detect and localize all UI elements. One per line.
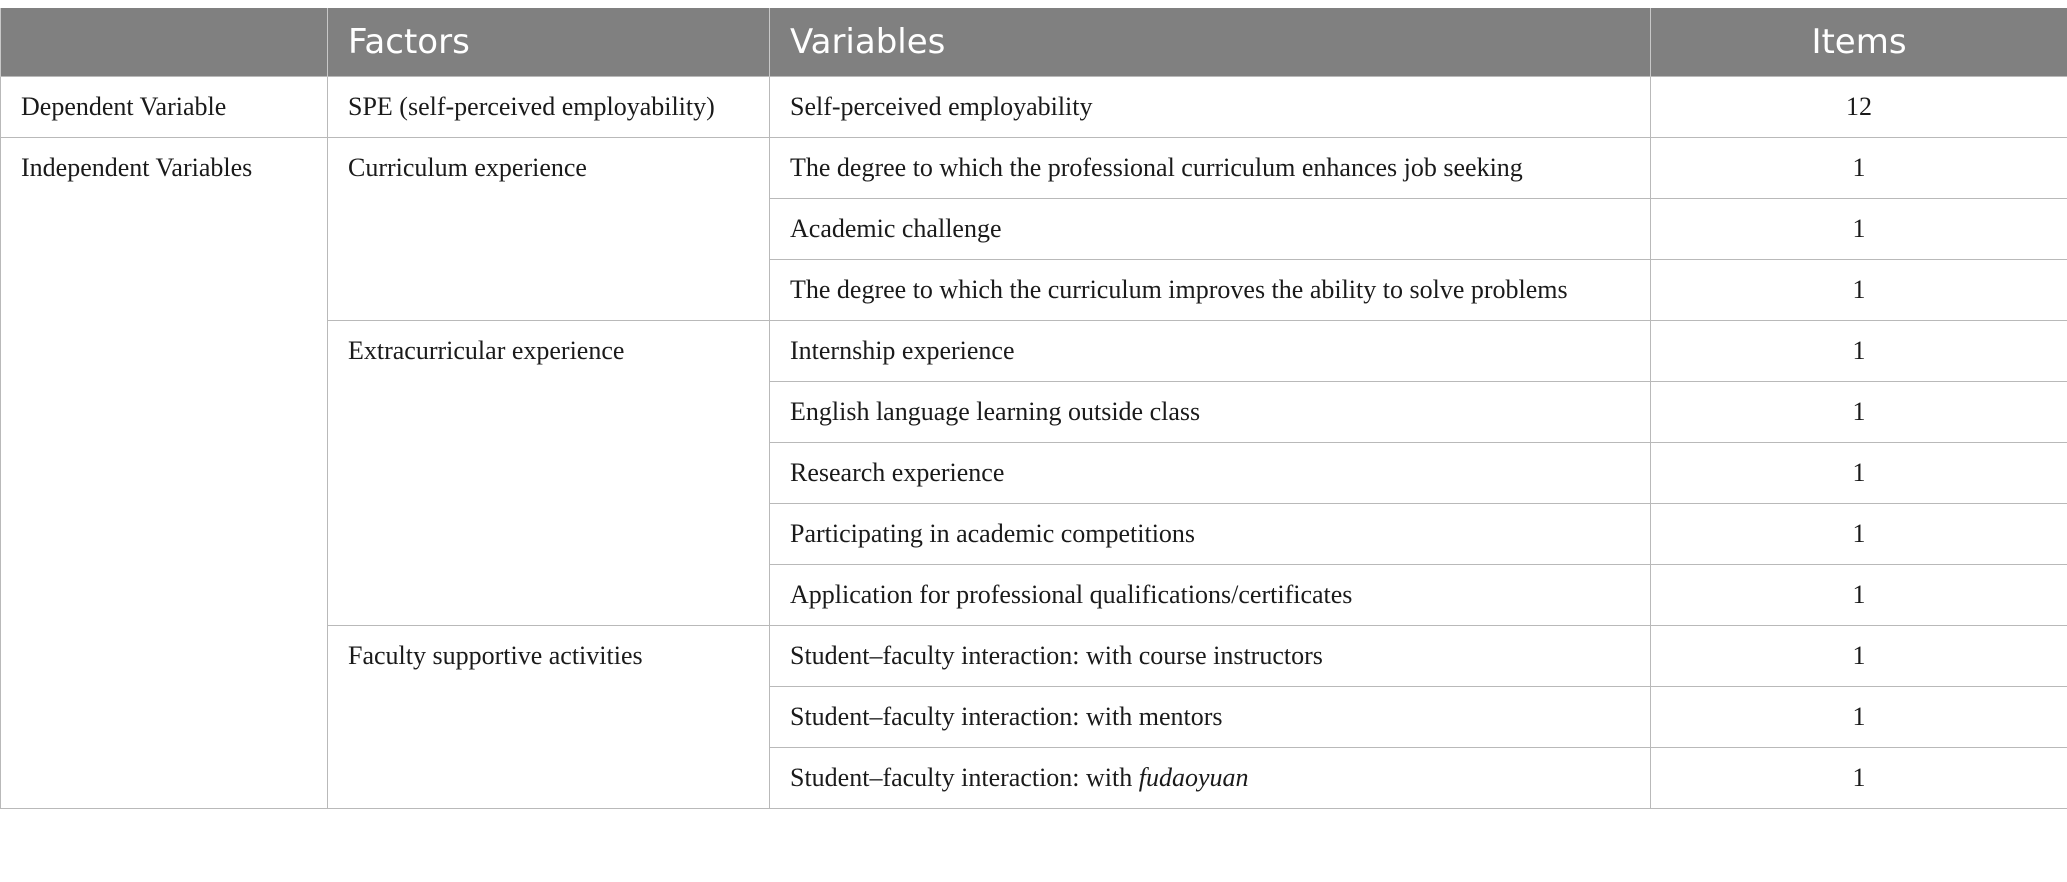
header-factors: Factors [328,8,770,76]
items-cell: 1 [1651,503,2067,564]
variable-cell: Academic challenge [770,198,1651,259]
variable-cell: The degree to which the curriculum improves the ability to solve problems [770,259,1651,320]
items-cell: 12 [1651,76,2067,137]
variable-cell: Self-perceived employability [770,76,1651,137]
items-cell: 1 [1651,381,2067,442]
variable-italic-term: fudaoyuan [1138,762,1249,792]
variable-cell: Application for professional qualifications/certificates [770,564,1651,625]
variable-text: Student–faculty interaction: with [790,762,1139,792]
variable-cell: Participating in academic competitions [770,503,1651,564]
variable-cell [770,747,1651,808]
factor-cell: SPE (self-perceived employability) [328,76,770,137]
items-cell: 1 [1651,686,2067,747]
items-cell: 1 [1651,259,2067,320]
variable-cell: Student–faculty interaction: with mentors [770,686,1651,747]
variables-table [0,8,2067,809]
category-cell: Dependent Variable [1,76,328,137]
items-cell: 1 [1651,747,2067,808]
factor-cell: Faculty supportive activities [328,625,770,808]
factor-cell: Curriculum experience [328,137,770,320]
variable-cell: Research experience [770,442,1651,503]
header-variables: Variables [770,8,1651,76]
items-cell: 1 [1651,320,2067,381]
variable-cell: Student–faculty interaction: with course instructors [770,625,1651,686]
table-row [1,137,2067,198]
variable-cell: The degree to which the professional curriculum enhances job seeking [770,137,1651,198]
factor-cell: Extracurricular experience [328,320,770,625]
header-category [1,8,328,76]
table-row [1,76,2067,137]
category-cell: Independent Variables [1,137,328,808]
variable-cell: Internship experience [770,320,1651,381]
items-cell: 1 [1651,625,2067,686]
items-cell: 1 [1651,564,2067,625]
items-cell: 1 [1651,198,2067,259]
items-cell: 1 [1651,442,2067,503]
header-row [1,8,2067,76]
items-cell: 1 [1651,137,2067,198]
header-items: Items [1651,8,2067,76]
variable-cell: English language learning outside class [770,381,1651,442]
